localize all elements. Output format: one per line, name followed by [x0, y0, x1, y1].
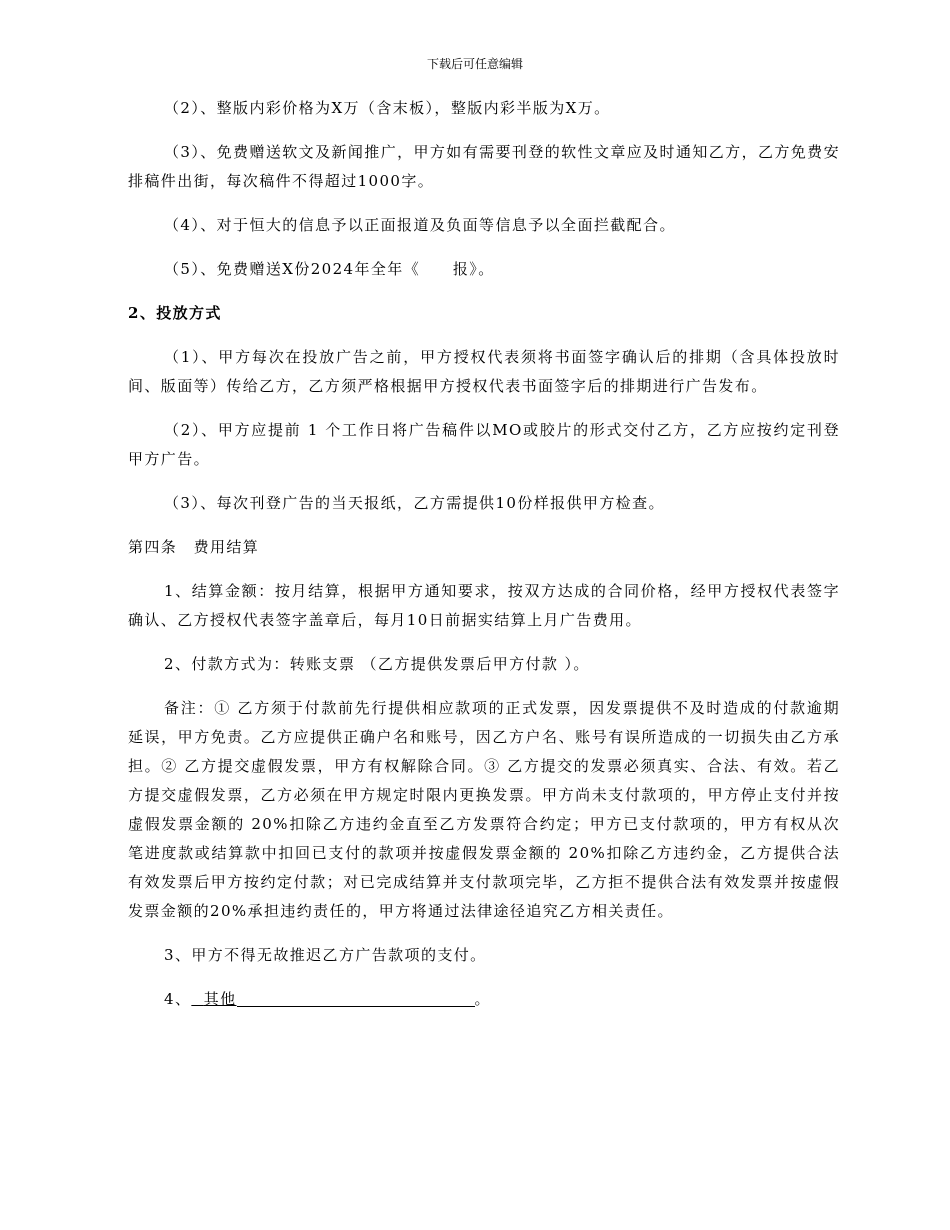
blank-fill-line	[237, 990, 475, 1007]
clause-sample-copies: （3）、每次刊登广告的当天报纸，乙方需提供10份样报供甲方检查。	[164, 494, 665, 512]
clause-other	[128, 985, 840, 1014]
clause-price: （2）、整版内彩价格为X万（含末板），整版内彩半版为X万。	[164, 99, 611, 117]
clause-free-promotion: （3）、免费赠送软文及新闻推广，甲方如有需要刊登的软性文章应及时通知乙方，乙方免费安排稿件出街，每次稿件不得超过1000字。	[128, 143, 840, 190]
article-heading-settlement: 第四条 费用结算	[128, 538, 260, 556]
clause-reporting: （4）、对于恒大的信息予以正面报道及负面等信息予以全面拦截配合。	[164, 216, 676, 234]
clause-payment-method: 2、付款方式为：转账支票 （乙方提供发票后甲方付款 ）。	[164, 655, 590, 673]
clause-submission: （2）、甲方应提前 1 个工作日将广告稿件以MO或胶片的形式交付乙方，乙方应按约定刊登甲方广告。	[128, 421, 840, 468]
clause-free-copies: （5）、免费赠送X份2024年全年《 报》。	[164, 260, 495, 278]
clause-settlement-amount: 1、结算金额：按月结算，根据甲方通知要求，按双方达成的合同价格，经甲方授权代表签字确认、乙方授权代表签字盖章后，每月10日前据实结算上月广告费用。	[128, 582, 840, 629]
clause-schedule: （1）、甲方每次在投放广告之前，甲方授权代表须将书面签字确认后的排期（含具体投放时间、版面等）传给乙方，乙方须严格根据甲方授权代表书面签字后的排期进行广告发布。	[128, 348, 840, 395]
clause-remarks: 备注：① 乙方须于付款前先行提供相应款项的正式发票，因发票提供不及时造成的付款逾期延误，甲方免责。乙方应提供正确户名和账号，因乙方户名、账号有误所造成的一切损失由乙方承担。② 乙方提交虚假发票，甲方有权解除合同。③ 乙方提交的发票必须真实、合法、有效。若乙方提交虚假发票，乙方必须在甲方规定时限内更换发票。甲方尚未支付款项的，甲方停止支付并按虚假发票金额的 20%扣除乙方违约金直至乙方发票符合约定；甲方已支付款项的，甲方有权从次笔进度款或结算款中扣回已支付的款项并按虚假发票金额的 20%扣除乙方违约金，乙方提供合法有效发票后甲方按约定付款；对已完成结算并支付款项完毕，乙方拒不提供合法有效发票并按虚假发票金额的20%承担违约责任的，甲方将通过法律途径追究乙方相关责任。	[128, 699, 840, 920]
clause-no-delay: 3、甲方不得无故推迟乙方广告款项的支付。	[164, 946, 487, 964]
section-heading-delivery: 2、投放方式	[128, 304, 222, 322]
clause-other-label: 其他	[203, 990, 237, 1008]
page-header: 下载后可任意编辑	[426, 57, 523, 71]
clause-other-number: 4、	[164, 990, 192, 1008]
clause-other-end: 。	[474, 990, 491, 1008]
document-body	[128, 94, 840, 1029]
